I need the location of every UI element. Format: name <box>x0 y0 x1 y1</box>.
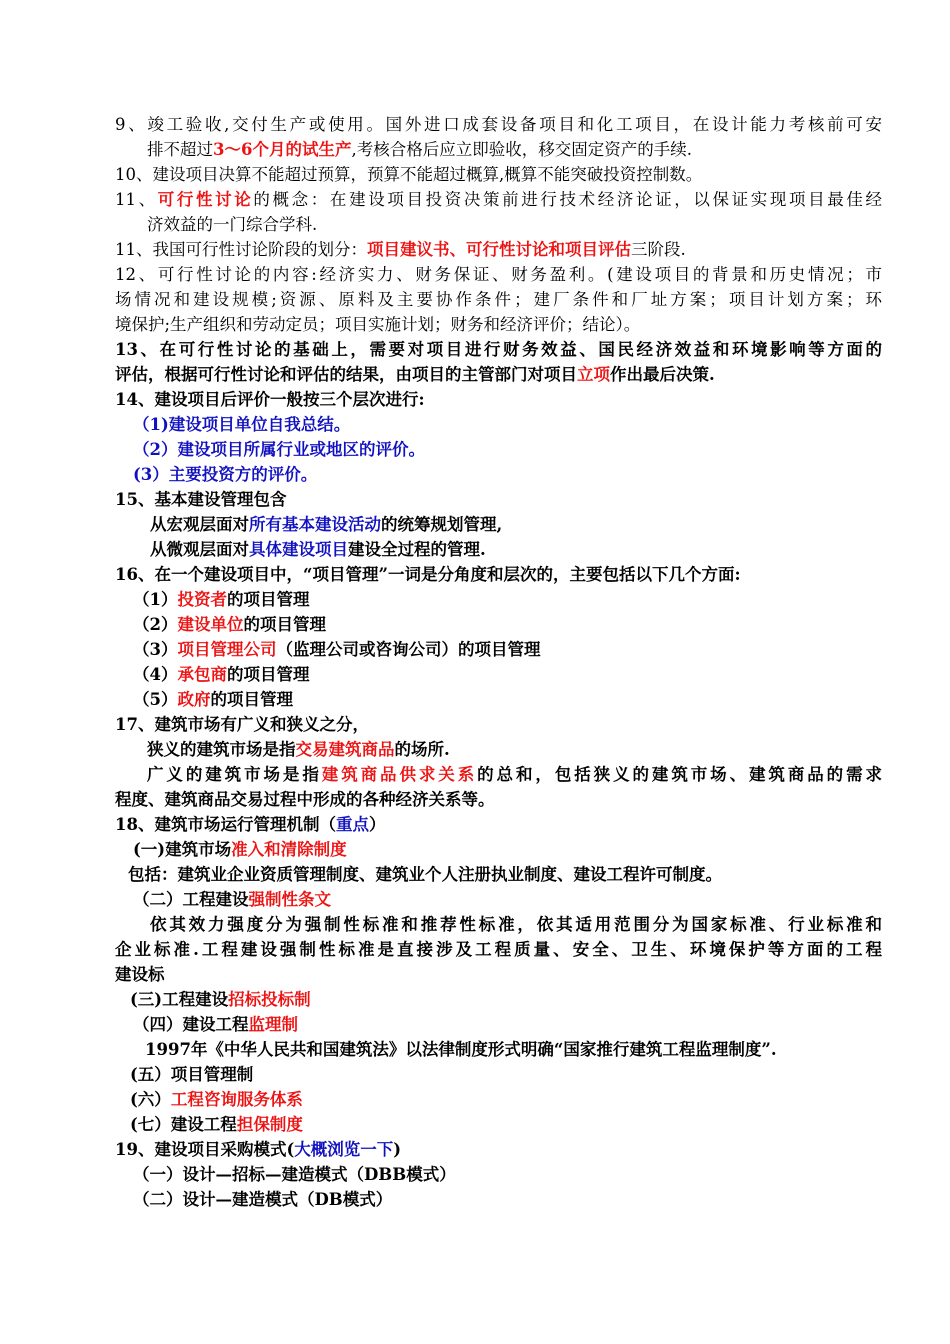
highlight-blue-text: 所有基本建设活动 <box>249 515 381 534</box>
text-line <box>133 638 540 662</box>
text-line <box>115 963 165 987</box>
text-segment: 11、 <box>115 190 158 209</box>
highlight-red-text: 政府 <box>177 690 211 709</box>
text-segment: （5） <box>133 690 178 709</box>
text-segment: 11、我国可行性讨论阶段的划分： <box>115 240 367 259</box>
text-segment: 的总和，包括狭义的建筑市场、建筑商品的需求 <box>477 765 883 784</box>
text-segment: (七）建设工程 <box>130 1115 237 1134</box>
text-segment: 的项目管理 <box>210 690 293 709</box>
text-segment: 10、建设项目决算不能超过预算，预算不能超过概算,概算不能突破投资控制数。 <box>115 165 703 184</box>
highlight-blue-text: 重点 <box>335 815 369 834</box>
text-segment: 16、在一个建设项目中，“项目管理”一词是分角度和层次的，主要包括以下几个方面: <box>115 565 741 584</box>
text-line <box>115 313 640 337</box>
text-segment: 15、基本建设管理包含 <box>115 490 287 509</box>
text-segment: 19、建设项目采购模式( <box>115 1140 295 1159</box>
text-segment: (五）项目管理制 <box>130 1065 254 1084</box>
highlight-red-text: 项目管理公司 <box>177 640 277 659</box>
text-line <box>133 463 317 487</box>
text-line <box>150 513 502 537</box>
text-line <box>130 1113 303 1137</box>
text-line <box>115 488 286 512</box>
text-segment: （四）建设工程 <box>133 1015 249 1034</box>
highlight-red-text: 投资者 <box>177 590 227 609</box>
text-line <box>115 288 882 312</box>
text-segment: 的概念：在建设项目投资决策前进行技术经济论证，以保证实现项目最佳经 <box>253 190 883 209</box>
text-segment: (六） <box>130 1090 171 1109</box>
text-segment: 的项目管理 <box>226 590 310 609</box>
text-line <box>115 188 882 212</box>
text-line <box>115 1138 401 1162</box>
highlight-red-text: 项目建议书、可行性讨论和项目评估 <box>367 240 631 259</box>
text-segment: 的场所. <box>394 740 450 759</box>
text-line <box>145 1038 777 1062</box>
text-segment: （监理公司或咨询公司）的项目管理 <box>276 640 541 659</box>
text-segment: 作出最后决策. <box>610 365 715 384</box>
text-segment: ,考核合格后应立即验收，移交固定资产的手续. <box>351 140 692 159</box>
highlight-red-text: 工程咨询服务体系 <box>170 1090 303 1109</box>
text-line <box>133 1163 456 1187</box>
text-line <box>115 788 495 812</box>
text-line <box>115 363 715 387</box>
text-line <box>128 863 722 887</box>
text-segment: (一)建筑市场 <box>133 840 232 859</box>
text-line <box>130 1088 303 1112</box>
text-segment: （一）设计—招标—建造模式（DBB模式） <box>133 1165 456 1184</box>
text-line <box>115 713 369 737</box>
highlight-red-text: 可行性讨论 <box>157 190 254 209</box>
text-segment: 包括：建筑业企业资质管理制度、建筑业个人注册执业制度、建设工程许可制度。 <box>128 865 722 884</box>
highlight-blue-text: (3）主要投资方的评价。 <box>133 465 318 484</box>
text-segment: 排不超过 <box>147 140 213 159</box>
highlight-blue-text: （2）建设项目所属行业或地区的评价。 <box>133 440 425 459</box>
text-line <box>133 1013 298 1037</box>
highlight-red-text: 监理制 <box>248 1015 298 1034</box>
text-line <box>147 738 450 762</box>
text-line <box>115 238 686 262</box>
text-segment: 评估，根据可行性讨论和评估的结果，由项目的主管部门对项目 <box>115 365 577 384</box>
text-segment: 17、建筑市场有广义和狭义之分， <box>115 715 369 734</box>
text-line <box>133 438 425 462</box>
text-segment: 济效益的一门综合学科. <box>147 215 318 234</box>
text-line <box>133 413 350 437</box>
text-segment: （4） <box>133 665 178 684</box>
text-segment: 场情况和建设规模;资源、原料及主要协作条件；建厂条件和厂址方案；项目计划方案；环 <box>115 290 882 309</box>
text-segment: 1997年《中华人民共和国建筑法》以法律制度形式明确“国家推行建筑工程监理制度”. <box>145 1040 777 1059</box>
highlight-red-text: 承包商 <box>177 665 227 684</box>
text-segment: 的项目管理 <box>243 615 326 634</box>
text-line <box>115 113 882 137</box>
text-segment: ) <box>393 1140 402 1159</box>
highlight-red-text: 强制性条文 <box>248 890 331 909</box>
text-line <box>133 663 309 687</box>
text-segment: 18、建筑市场运行管理机制（ <box>115 815 336 834</box>
highlight-blue-text: 大概浏览一下 <box>294 1140 394 1159</box>
text-line <box>115 563 741 587</box>
text-line <box>115 338 882 362</box>
highlight-red-text: 招标投标制 <box>228 990 311 1009</box>
text-line <box>115 388 425 412</box>
text-line <box>133 588 309 612</box>
highlight-red-text: 3～6个月的试生产 <box>213 140 352 159</box>
text-line <box>115 938 882 962</box>
text-line <box>150 913 882 937</box>
text-segment: （二）工程建设 <box>133 890 249 909</box>
text-segment: 狭义的建筑市场是指 <box>147 740 296 759</box>
text-segment: (三)工程建设 <box>130 990 229 1009</box>
text-segment: 境保护;生产组织和劳动定员；项目实施计划；财务和经济评价；结论）。 <box>115 315 641 334</box>
text-line <box>115 813 385 837</box>
text-segment: 建设全过程的管理. <box>348 540 486 559</box>
text-segment: 广义的建筑市场是指 <box>147 765 322 784</box>
text-segment: 企业标准.工程建设强制性标准是直接涉及工程质量、安全、卫生、环境保护等方面的工程 <box>115 940 882 959</box>
text-line <box>147 213 317 237</box>
text-line <box>147 763 882 787</box>
highlight-blue-text: 具体建设项目 <box>249 540 348 559</box>
text-line <box>147 138 692 162</box>
text-segment: （二）设计—建造模式（DB模式） <box>133 1190 393 1209</box>
text-line <box>150 538 486 562</box>
text-line <box>115 163 702 187</box>
text-segment: 程度、建筑商品交易过程中形成的各种经济关系等。 <box>115 790 495 809</box>
text-segment: 依其效力强度分为强制性标准和推荐性标准，依其适用范围分为国家标准、行业标准和 <box>150 915 882 934</box>
text-segment: （1） <box>133 590 178 609</box>
text-segment: 9、竣工验收,交付生产或使用。国外进口成套设备项目和化工项目，在设计能力考核前可安 <box>115 115 882 134</box>
text-line <box>130 988 311 1012</box>
text-segment: （2） <box>133 615 178 634</box>
highlight-red-text: 交易建筑商品 <box>295 740 395 759</box>
text-segment: 13、在可行性讨论的基础上，需要对项目进行财务效益、国民经济效益和环境影响等方面的 <box>115 340 882 359</box>
text-segment: 14、建设项目后评价一般按三个层次进行: <box>115 390 425 409</box>
text-line <box>133 1188 392 1212</box>
text-line <box>115 263 882 287</box>
text-line <box>130 1063 253 1087</box>
text-segment: 的统筹规划管理, <box>381 515 503 534</box>
text-segment: （3） <box>133 640 178 659</box>
text-segment: 从微观层面对 <box>150 540 249 559</box>
highlight-red-text: 准入和清除制度 <box>231 840 347 859</box>
text-segment: 12、可行性讨论的内容:经济实力、财务保证、财务盈利。(建设项目的背景和历史情况；市 <box>115 265 882 284</box>
highlight-red-text: 建设单位 <box>177 615 244 634</box>
text-line <box>133 688 293 712</box>
highlight-blue-text: （1)建设项目单位自我总结。 <box>133 415 351 434</box>
text-segment: 建设标 <box>115 965 165 984</box>
text-segment: 从宏观层面对 <box>150 515 249 534</box>
text-segment: 的项目管理 <box>226 665 310 684</box>
text-line <box>133 838 347 862</box>
highlight-red-text: 建筑商品供求关系 <box>321 765 478 784</box>
text-segment: 三阶段. <box>631 240 686 259</box>
text-line <box>133 888 331 912</box>
highlight-red-text: 担保制度 <box>236 1115 303 1134</box>
highlight-red-text: 立项 <box>577 365 610 384</box>
text-segment: ） <box>368 815 386 834</box>
text-line <box>133 613 326 637</box>
